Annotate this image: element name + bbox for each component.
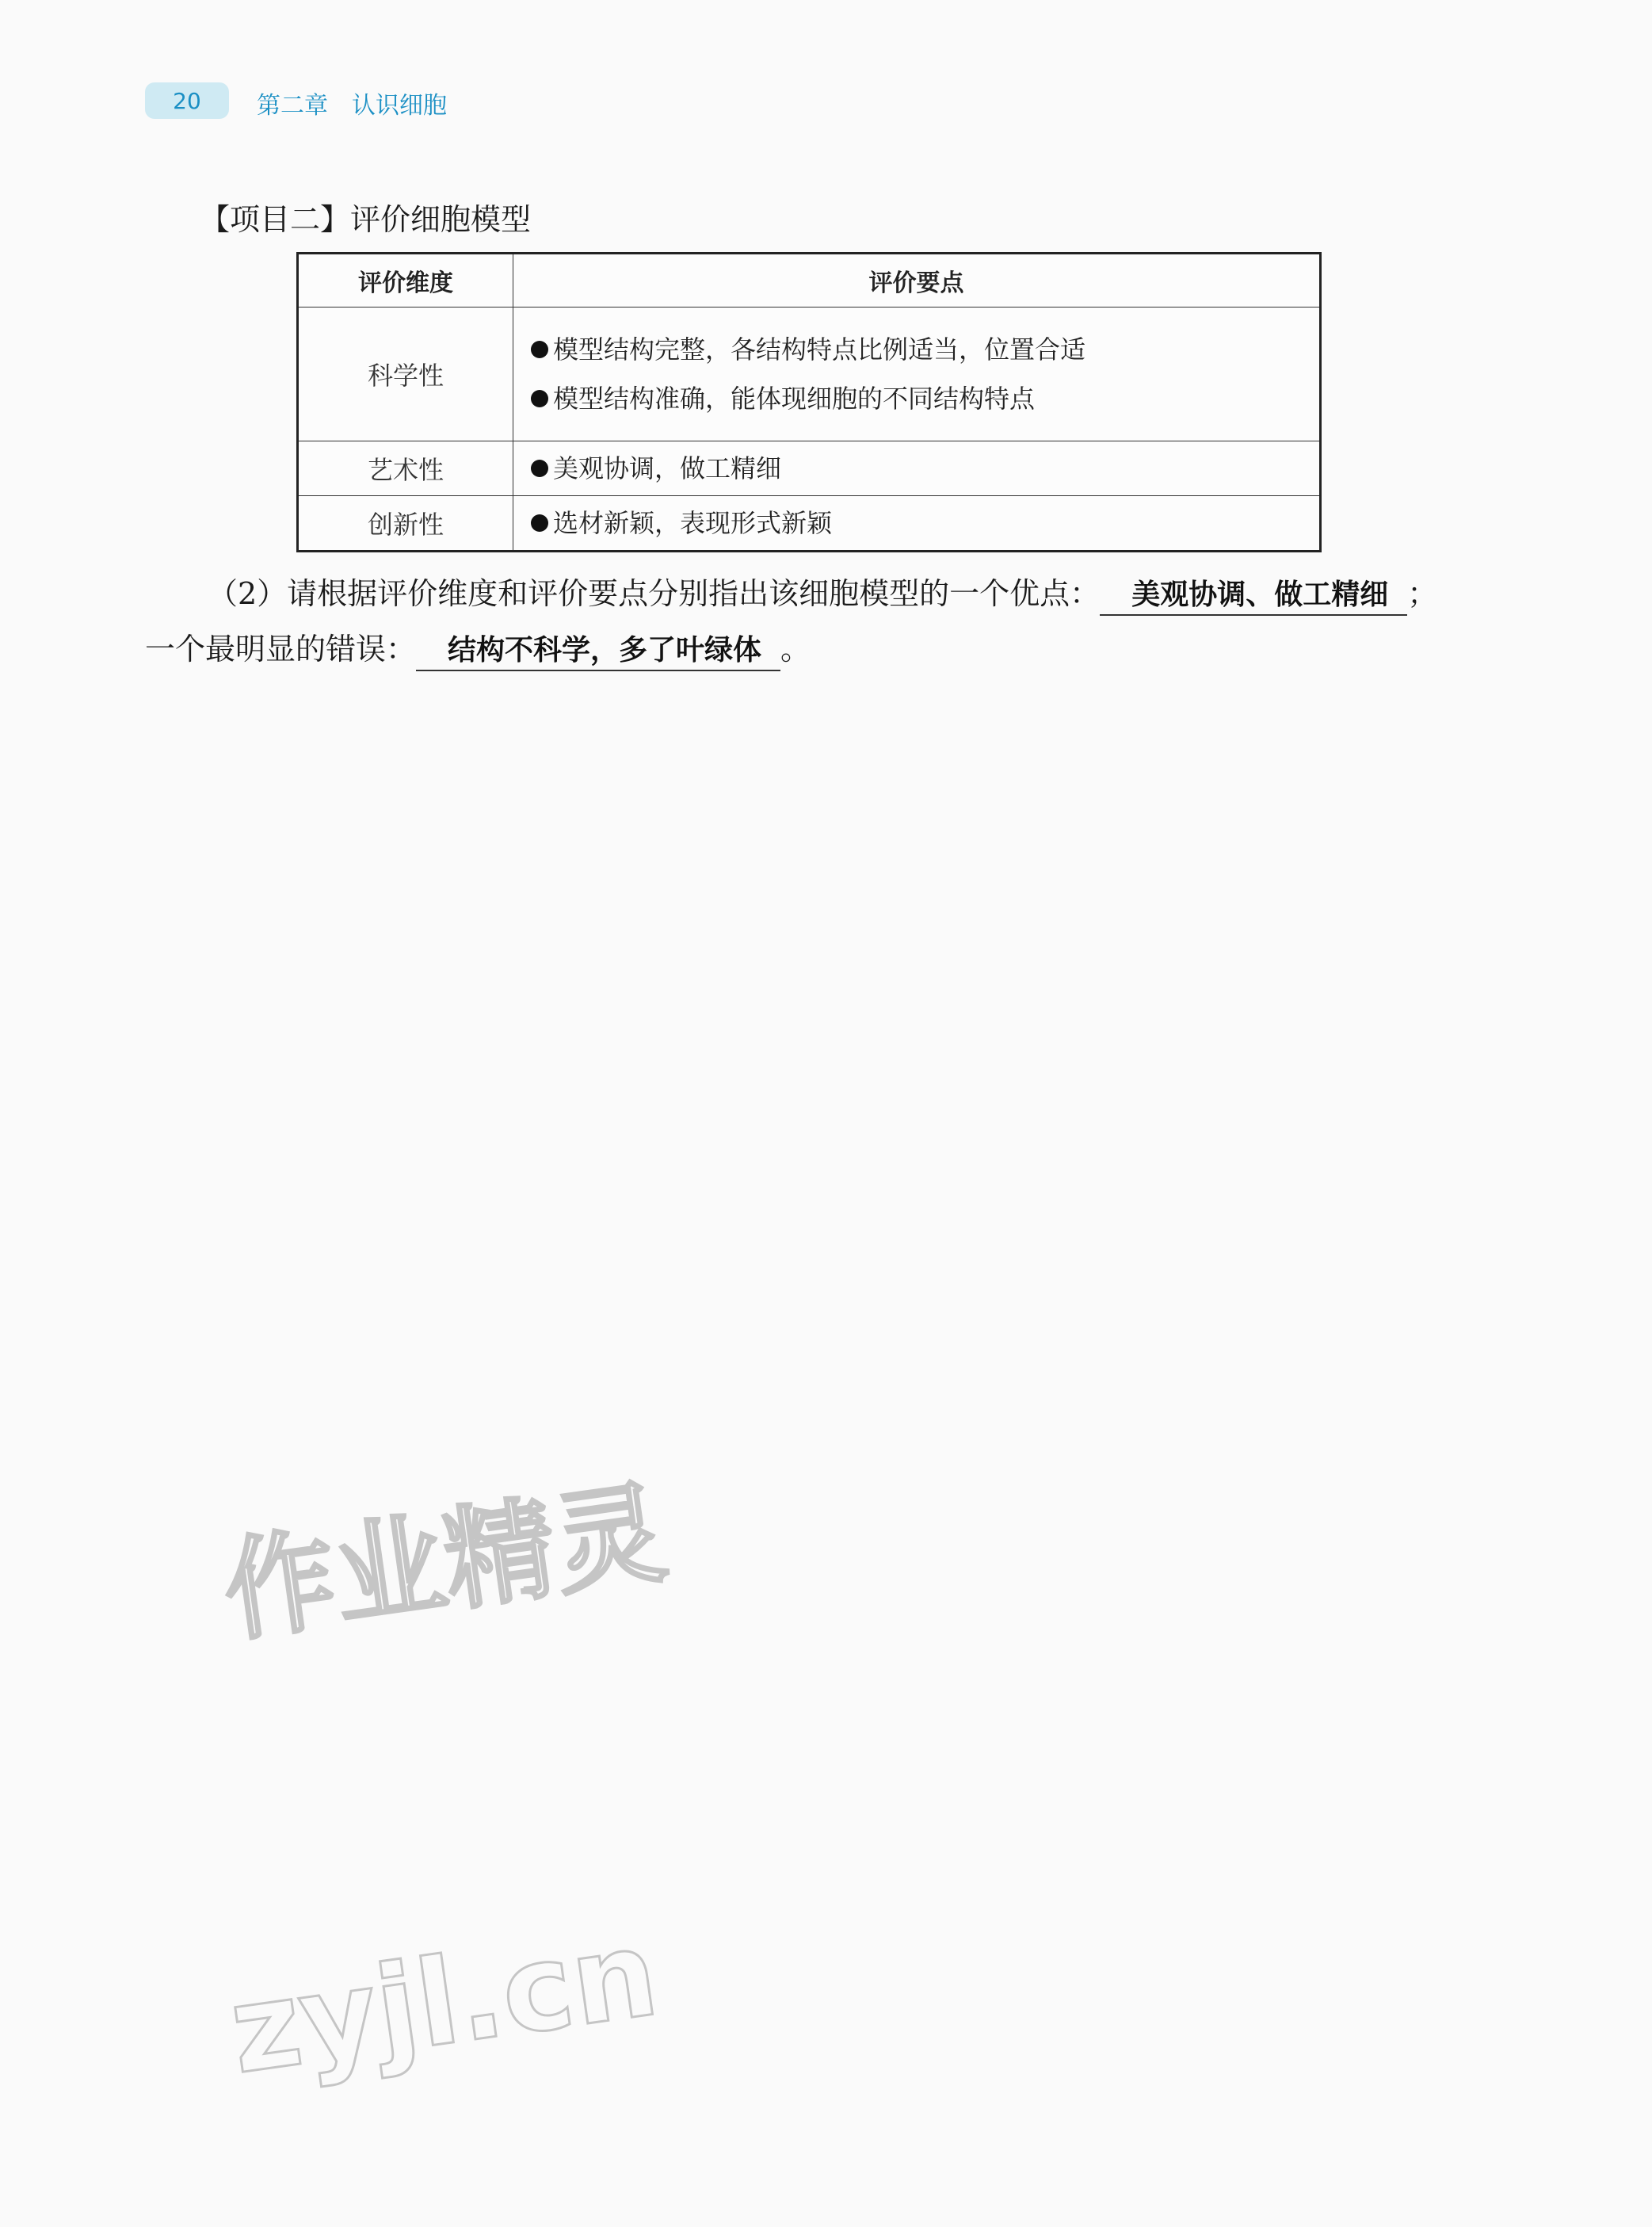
bullet-icon (531, 341, 548, 358)
chapter-label: 第二章 (257, 92, 328, 120)
table-row (298, 441, 1321, 496)
points-cell (513, 308, 1321, 441)
question-prefix: （2）请根据评价维度和评价要点分别指出该细胞模型的一个优点： (208, 576, 1101, 611)
table-row (298, 308, 1321, 441)
page-number: 20 (145, 82, 229, 119)
table-header-points: 评价要点 (513, 254, 1321, 308)
question-line-2 (145, 625, 811, 671)
question-line-1 (208, 569, 1437, 616)
dimension-cell: 创新性 (298, 496, 513, 552)
watermark-url: zyjl.cn (222, 1904, 666, 2101)
section-title: 【项目二】评价细胞模型 (200, 202, 532, 237)
answer-error: 结构不科学，多了叶绿体 (416, 628, 780, 671)
table-header-row (298, 254, 1321, 308)
watermark-logo: 作业精灵 (216, 1468, 674, 1659)
chapter-header (257, 86, 447, 120)
chapter-title: 认识细胞 (352, 92, 447, 120)
question-prefix: 一个最明显的错误： (145, 632, 417, 667)
evaluation-point: 模型结构完整，各结构特点比例适当，位置合适 (531, 325, 1319, 374)
evaluation-table (296, 252, 1322, 552)
table-row (298, 496, 1321, 552)
points-cell (513, 441, 1321, 496)
question-suffix: ； (1407, 576, 1438, 611)
bullet-icon (531, 460, 548, 477)
question-suffix: 。 (780, 632, 811, 667)
evaluation-point: 选材新颖，表现形式新颖 (531, 498, 1319, 548)
dimension-cell: 科学性 (298, 308, 513, 441)
points-cell (513, 496, 1321, 552)
bullet-icon (531, 514, 548, 532)
table-header-dimension: 评价维度 (298, 254, 513, 308)
answer-advantage: 美观协调、做工精细 (1100, 572, 1407, 616)
evaluation-point: 模型结构准确，能体现细胞的不同结构特点 (531, 374, 1319, 423)
evaluation-point: 美观协调，做工精细 (531, 444, 1319, 493)
bullet-icon (531, 390, 548, 407)
dimension-cell: 艺术性 (298, 441, 513, 496)
